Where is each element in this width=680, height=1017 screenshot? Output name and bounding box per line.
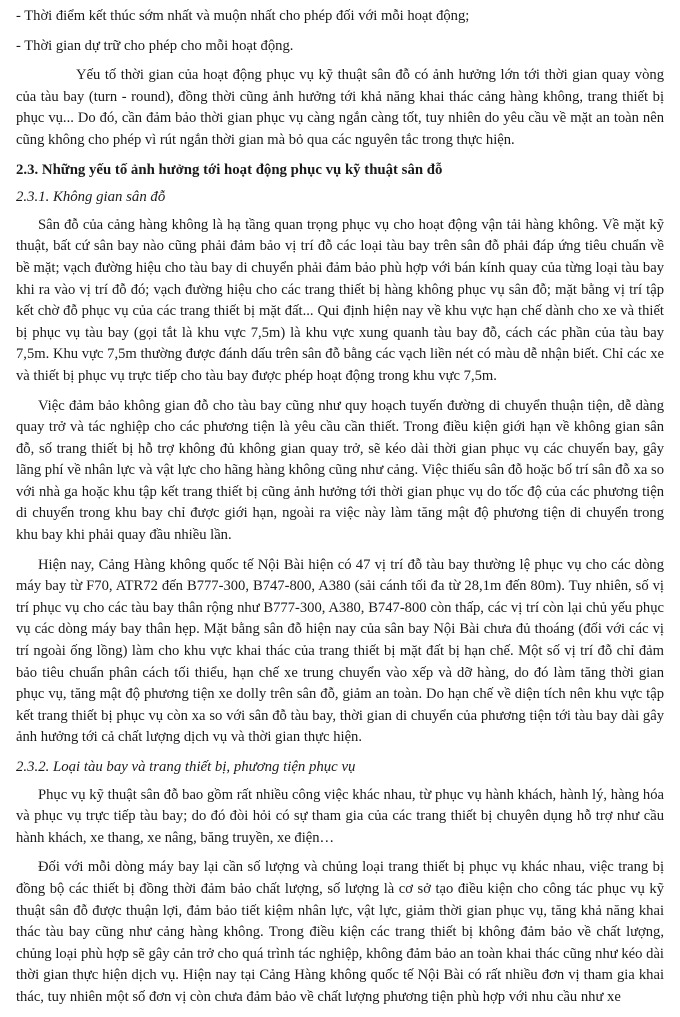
section-heading-2-3: 2.3. Những yếu tố ảnh hưởng tới hoạt động phục vụ kỹ thuật sân đỗ: [16, 161, 443, 178]
subsection-heading-2-3-2: 2.3.2. Loại tàu bay và trang thiết bị, phương tiện phục vụ: [16, 759, 356, 775]
subsection-heading-2-3-1: 2.3.1. Không gian sân đỗ: [16, 189, 166, 206]
bullet-item-1: - Thời điểm kết thúc sớm nhất và muộn nhất cho phép đối với mỗi hoạt động;: [16, 8, 470, 24]
paragraph-apron-space: Việc đảm bảo không gian đỗ cho tàu bay cũng như quy hoạch tuyến đường di chuyển thuận tiện, dễ dàng quay trở và tác nghiệp cho các phương tiện là yêu cầu cần thiết. Trong điều kiện giới hạn về không gian sân đỗ, số trang thiết bị hỗ trợ không đủ không gian quay trở, sẽ kéo dài thời gian phục vụ các chuyến bay, gây lãng phí về nhân lực và vật lực cho hãng hàng không cũng như cảng. Việc thiếu sân đỗ hoặc bố trí sân đỗ xa so với nhà ga hoặc khu tập kết trang thiết bị cũng ảnh hưởng tới thời gian phục vụ do tốc độ của các phương tiện di chuyển trong khu bay chỉ được giới hạn, ngoài ra việc này làm tăng mật độ phương tiện di chuyển trong khu bay khi phải quay đầu nhiều lần.: [16, 397, 664, 544]
bullet-item-2: - Thời gian dự trữ cho phép cho mỗi hoạt động.: [16, 37, 294, 54]
intro-paragraph: Yếu tố thời gian của hoạt động phục vụ kỹ thuật sân đỗ có ảnh hưởng lớn tới thời gian quay vòng của tàu bay (turn - round), đồng thời cũng ảnh hưởng tới khả năng khai thác cảng hàng không, trang thiết bị phục vụ... Do đó, cần đảm bảo thời gian phục vụ càng ngắn càng tốt, tuy nhiên do yêu cầu về mặt an toàn nên cũng không cho phép vì rút ngắn thời gian mà bỏ qua các nguyên tắc trong thực hiện.: [16, 67, 664, 148]
paragraph-ground-services: Phục vụ kỹ thuật sân đỗ bao gồm rất nhiều công việc khác nhau, từ phục vụ hành khách, hành lý, hàng hóa và phục vụ trực tiếp tàu bay; do đó đòi hỏi có sự tham gia của các trang thiết bị chuyên dụng hỗ trợ như cầu hành khách, xe thang, xe nâng, băng truyền, xe điện…: [16, 786, 664, 846]
paragraph-noi-bai-stands: Hiện nay, Cảng Hàng không quốc tế Nội Bài hiện có 47 vị trí đỗ tàu bay thường lệ phục vụ cho các dòng máy bay từ F70, ATR72 đến B777-300, B747-800, A380 (sải cánh tối đa từ 28,1m đến 80m). Tuy nhiên, số vị trí phục vụ cho các tàu bay thân rộng như B777-300, A380, B747-800 còn thấp, các vị trí còn lại chủ yếu phục vụ các dòng máy bay thân hẹp. Mặt bằng sân đỗ hiện nay của sân bay Nội Bài chưa đủ thoáng (đối với các vị trí ngoài ống lồng) làm cho khu vực khai thác của trang thiết bị mặt đất bị hạn chế. Một số vị trí đỗ chỉ đảm bảo tiêu chuẩn phân cách tối thiểu, hạn chế xe trung chuyển vào xếp và dỡ hàng, do đó làm tăng thời gian phục vụ, tăng mật độ phương tiện xe dolly trên sân đỗ, giảm an toàn. Do hạn chế về diện tích nên khu vực tập kết trang thiết bị phục vụ còn xa so với sân đỗ tàu bay, thời gian di chuyển của phương tiện tới tàu bay dài gây ảnh hưởng tới cả chất lượng dịch vụ và thời gian thực hiện.: [16, 556, 664, 746]
document-page: [16, 2, 664, 1017]
paragraph-apron-overview: Sân đỗ của cảng hàng không là hạ tầng quan trọng phục vụ cho hoạt động vận tải hàng không. Về mặt kỹ thuật, bất cứ sân bay nào cũng phải đảm bảo vị trí đỗ các loại tàu bay trên sân đỗ phải đáp ứng tiêu chuẩn về bề mặt; vạch đường hiệu cho tàu bay di chuyển phải đảm bảo phù hợp với bán kính quay của từng loại tàu bay khi ra vào vị trí đỗ đó; vạch đường hiệu cho các trang thiết bị hàng không phục vụ sân đỗ; mặt bằng vị trí tập kết chờ đỗ phục vụ của các trang thiết bị mặt đất... Qui định hiện nay về khu vực hạn chế dành cho xe và thiết bị phục vụ tàu bay (gọi tắt là khu vực 7,5m) là khu vực xung quanh tàu bay đỗ, cách các phần của tàu bay 7,5m. Khu vực 7,5m thường được đánh dấu trên sân đỗ bằng các vạch liền nét có màu dễ nhận biết. Chỉ các xe và thiết bị phục vụ trực tiếp cho tàu bay được phép hoạt động trong khu vực 7,5m.: [16, 216, 664, 384]
paragraph-equipment: Đối với mỗi dòng máy bay lại cần số lượng và chủng loại trang thiết bị phục vụ khác nhau, việc trang bị đồng bộ các thiết bị đồng thời đảm bảo chất lượng, số lượng là cơ sở tạo điều kiện cho công tác phục vụ kỹ thuật sân đỗ được thuận lợi, đảm bảo tiết kiệm nhân lực, vật lực, giảm thời gian phục vụ, tăng khả năng khai thác tàu bay cũng như cảng hàng không. Trong điều kiện các trang thiết bị không đảm bảo về chất lượng, chủng loại phù hợp sẽ gây cản trở cho quá trình tác nghiệp, không đảm bảo an toàn khai thác cũng như kéo dài thời gian thực hiện dịch vụ. Hiện nay tại Cảng Hàng không quốc tế Nội Bài có rất nhiều đơn vị tham gia khai thác, tuy nhiên một số đơn vị còn chưa đảm bảo về chất lượng phương tiện phù hợp với nhu cầu như xe: [16, 859, 664, 1005]
